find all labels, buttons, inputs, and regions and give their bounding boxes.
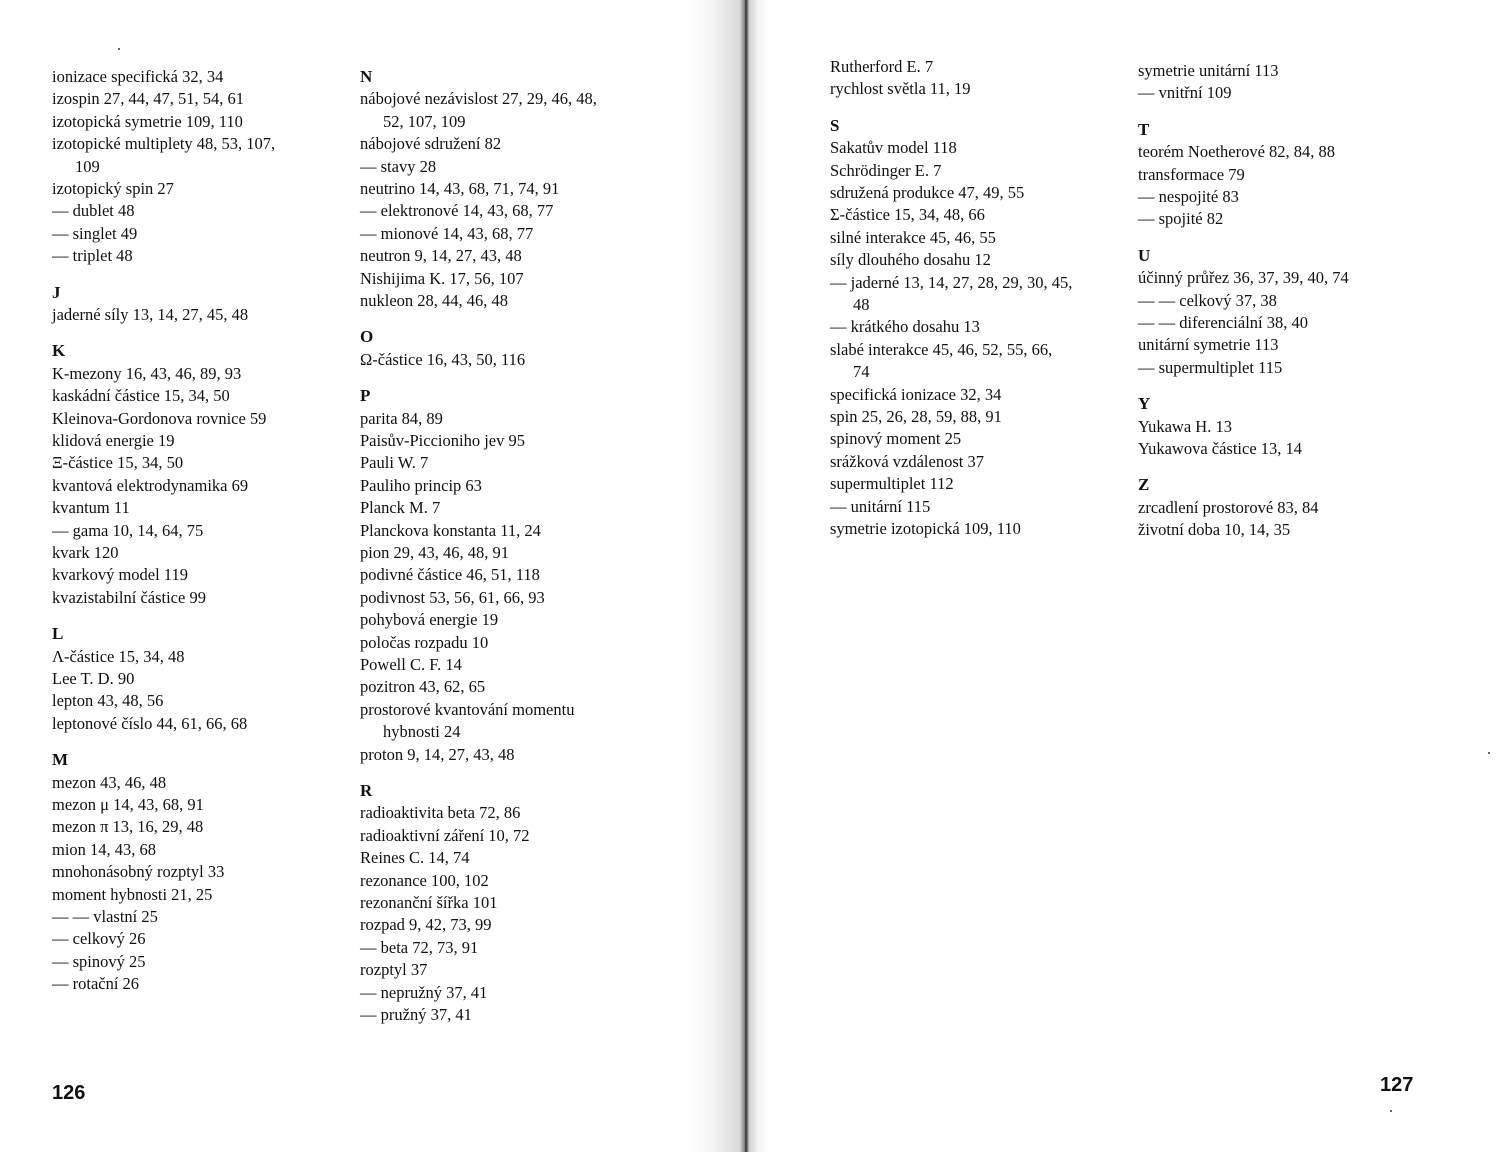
- index-entry: kvantum 11: [52, 498, 130, 518]
- index-entry: — rotační 26: [52, 974, 140, 994]
- index-entry: unitární symetrie 113: [1138, 335, 1279, 355]
- index-entry: — stavy 28: [360, 156, 437, 176]
- index-entry: — supermultiplet 115: [1138, 357, 1283, 377]
- index-letter-heading: N: [360, 67, 373, 86]
- index-entry: Λ-částice 15, 34, 48: [52, 646, 185, 666]
- index-letter-heading: T: [1138, 119, 1150, 139]
- index-entry: — vnitřní 109: [1138, 83, 1232, 103]
- index-entry: slabé interakce 45, 46, 52, 55, 66,: [830, 339, 1053, 359]
- index-entry: prostorové kvantování momentu: [360, 699, 575, 719]
- index-entry: sdružená produkce 47, 49, 55: [830, 183, 1025, 202]
- index-entry-continuation: 109: [75, 156, 100, 176]
- index-entry: síly dlouhého dosahu 12: [830, 250, 991, 270]
- index-entry-continuation: 48: [853, 295, 870, 314]
- index-entry: — unitární 115: [830, 496, 931, 516]
- index-entry: izotopické multiplety 48, 53, 107,: [52, 134, 276, 154]
- index-letter-heading: Y: [1138, 394, 1151, 414]
- index-entry: — gama 10, 14, 64, 75: [52, 520, 204, 540]
- paper-speck: [118, 48, 120, 50]
- index-letter-heading: L: [52, 624, 64, 644]
- index-entry: Yukawova částice 13, 14: [1138, 439, 1303, 458]
- index-entry: zrcadlení prostorové 83, 84: [1138, 497, 1319, 517]
- index-letter-heading: J: [52, 282, 61, 302]
- index-entry: jaderné síly 13, 14, 27, 45, 48: [52, 305, 249, 324]
- index-entry: Lee T. D. 90: [52, 669, 135, 688]
- index-entry: mezon 43, 46, 48: [52, 772, 167, 792]
- index-entry-continuation: 74: [853, 362, 870, 382]
- index-entry: Nishijima K. 17, 56, 107: [360, 268, 524, 288]
- index-entry: lepton 43, 48, 56: [52, 691, 164, 711]
- index-entry: nábojové nezávislost 27, 29, 46, 48,: [360, 89, 597, 109]
- index-entry: účinný průřez 36, 37, 39, 40, 74: [1138, 268, 1349, 288]
- index-entry: Sakatův model 118: [830, 138, 957, 158]
- index-entry: symetrie unitární 113: [1138, 61, 1279, 80]
- index-letter-heading: Z: [1138, 475, 1150, 495]
- index-entry: životní doba 10, 14, 35: [1138, 520, 1291, 540]
- index-entry: klidová energie 19: [52, 431, 175, 450]
- index-entry: izospin 27, 44, 47, 51, 54, 61: [52, 89, 245, 109]
- index-entry: — elektronové 14, 43, 68, 77: [360, 201, 554, 221]
- index-letter-heading: P: [360, 386, 371, 406]
- index-entry: Ω-částice 16, 43, 50, 116: [360, 349, 526, 369]
- index-entry: mezon μ 14, 43, 68, 91: [52, 795, 204, 814]
- index-entry: — — celkový 37, 38: [1138, 290, 1277, 310]
- index-entry: neutrino 14, 43, 68, 71, 74, 91: [360, 179, 560, 198]
- index-entry: rezonance 100, 102: [360, 870, 489, 890]
- index-entry: radioaktivita beta 72, 86: [360, 803, 521, 823]
- index-entry: Paisův-Piccioniho jev 95: [360, 431, 525, 450]
- index-entry: Pauli W. 7: [360, 453, 429, 473]
- index-entry: — krátkého dosahu 13: [830, 317, 980, 337]
- index-entry: rychlost světla 11, 19: [830, 79, 971, 99]
- index-entry: — celkový 26: [52, 929, 146, 949]
- index-entry: — nespojité 83: [1138, 187, 1239, 206]
- index-entry: spin 25, 26, 28, 59, 88, 91: [830, 407, 1002, 426]
- index-entry: rezonanční šířka 101: [360, 893, 498, 912]
- index-entry: parita 84, 89: [360, 408, 443, 428]
- index-entry: Pauliho princip 63: [360, 475, 482, 495]
- index-letter-heading: M: [52, 750, 69, 770]
- book-gutter: [690, 0, 770, 1152]
- paper-speck: [1488, 752, 1490, 754]
- index-entry: teorém Noetherové 82, 84, 88: [1138, 142, 1336, 162]
- index-entry: — pružný 37, 41: [360, 1005, 472, 1024]
- index-letter-heading: K: [52, 341, 66, 361]
- index-entry: — beta 72, 73, 91: [360, 937, 479, 957]
- index-entry: Rutherford E. 7: [830, 57, 934, 76]
- index-entry: spinový moment 25: [830, 429, 962, 449]
- index-entry: proton 9, 14, 27, 43, 48: [360, 744, 515, 764]
- index-entry: nábojové sdružení 82: [360, 134, 502, 154]
- index-entry: mion 14, 43, 68: [52, 839, 157, 859]
- index-entry: Ξ-částice 15, 34, 50: [52, 453, 184, 473]
- index-entry: mnohonásobný rozptyl 33: [52, 862, 225, 882]
- index-entry: podivnost 53, 56, 61, 66, 93: [360, 587, 545, 607]
- index-entry: K-mezony 16, 43, 46, 89, 93: [52, 363, 242, 383]
- index-entry: ionizace specifická 32, 34: [52, 67, 224, 86]
- index-entry: — jaderné 13, 14, 27, 28, 29, 30, 45,: [830, 272, 1073, 292]
- index-entry: rozpad 9, 42, 73, 99: [360, 915, 492, 935]
- index-entry: — spojité 82: [1138, 209, 1224, 229]
- index-entry: pozitron 43, 62, 65: [360, 677, 486, 697]
- paper-speck: [1390, 1110, 1392, 1112]
- index-entry: specifická ionizace 32, 34: [830, 384, 1002, 404]
- index-entry: leptonové číslo 44, 61, 66, 68: [52, 713, 248, 733]
- index-entry: Σ-částice 15, 34, 48, 66: [830, 205, 985, 225]
- index-entry: nukleon 28, 44, 46, 48: [360, 291, 509, 310]
- index-entry: Reines C. 14, 74: [360, 848, 470, 868]
- index-entry: — singlet 49: [52, 223, 138, 243]
- right-page-number: 127: [1380, 1074, 1414, 1096]
- index-entry: kvazistabilní částice 99: [52, 587, 206, 607]
- index-entry: radioaktivní záření 10, 72: [360, 825, 530, 845]
- index-entry: kaskádní částice 15, 34, 50: [52, 386, 230, 406]
- index-entry: rozptyl 37: [360, 960, 428, 980]
- index-entry-continuation: 52, 107, 109: [383, 111, 466, 131]
- index-entry: izotopická symetrie 109, 110: [52, 111, 243, 131]
- index-entry-continuation: hybnosti 24: [383, 722, 461, 742]
- index-entry: Schrödinger E. 7: [830, 160, 942, 180]
- index-entry: supermultiplet 112: [830, 474, 954, 494]
- index-letter-heading: U: [1138, 245, 1151, 265]
- index-entry: mezon π 13, 16, 29, 48: [52, 817, 204, 837]
- index-entry: Kleinova-Gordonova rovnice 59: [52, 408, 267, 428]
- index-entry: — dublet 48: [52, 201, 135, 221]
- index-entry: Yukawa H. 13: [1138, 416, 1232, 436]
- index-entry: Planck M. 7: [360, 498, 441, 518]
- index-entry: symetrie izotopická 109, 110: [830, 519, 1021, 538]
- index-entry: Planckova konstanta 11, 24: [360, 520, 541, 540]
- index-entry: — — vlastní 25: [52, 907, 158, 926]
- index-entry: neutron 9, 14, 27, 43, 48: [360, 246, 522, 266]
- index-entry: — nepružný 37, 41: [360, 982, 488, 1002]
- index-letter-heading: R: [360, 781, 373, 800]
- index-entry: srážková vzdálenost 37: [830, 451, 984, 471]
- index-entry: poločas rozpadu 10: [360, 632, 489, 652]
- index-entry: transformace 79: [1138, 164, 1245, 184]
- index-entry: izotopický spin 27: [52, 179, 174, 198]
- index-entry: — — diferenciální 38, 40: [1138, 313, 1308, 332]
- index-entry: — spinový 25: [52, 951, 146, 971]
- index-letter-heading: S: [830, 115, 840, 135]
- index-letter-heading: O: [360, 327, 374, 347]
- index-entry: silné interakce 45, 46, 55: [830, 227, 996, 247]
- index-entry: kvantová elektrodynamika 69: [52, 475, 249, 495]
- index-entry: — mionové 14, 43, 68, 77: [360, 223, 534, 243]
- index-entry: pohybová energie 19: [360, 610, 499, 630]
- index-entry: — triplet 48: [52, 246, 133, 266]
- index-entry: moment hybnosti 21, 25: [52, 884, 213, 904]
- index-entry: kvark 120: [52, 543, 119, 562]
- index-entry: kvarkový model 119: [52, 565, 188, 585]
- index-entry: Powell C. F. 14: [360, 655, 462, 674]
- index-entry: podivné částice 46, 51, 118: [360, 565, 540, 585]
- left-page-number: 126: [52, 1082, 86, 1104]
- index-entry: pion 29, 43, 46, 48, 91: [360, 543, 509, 562]
